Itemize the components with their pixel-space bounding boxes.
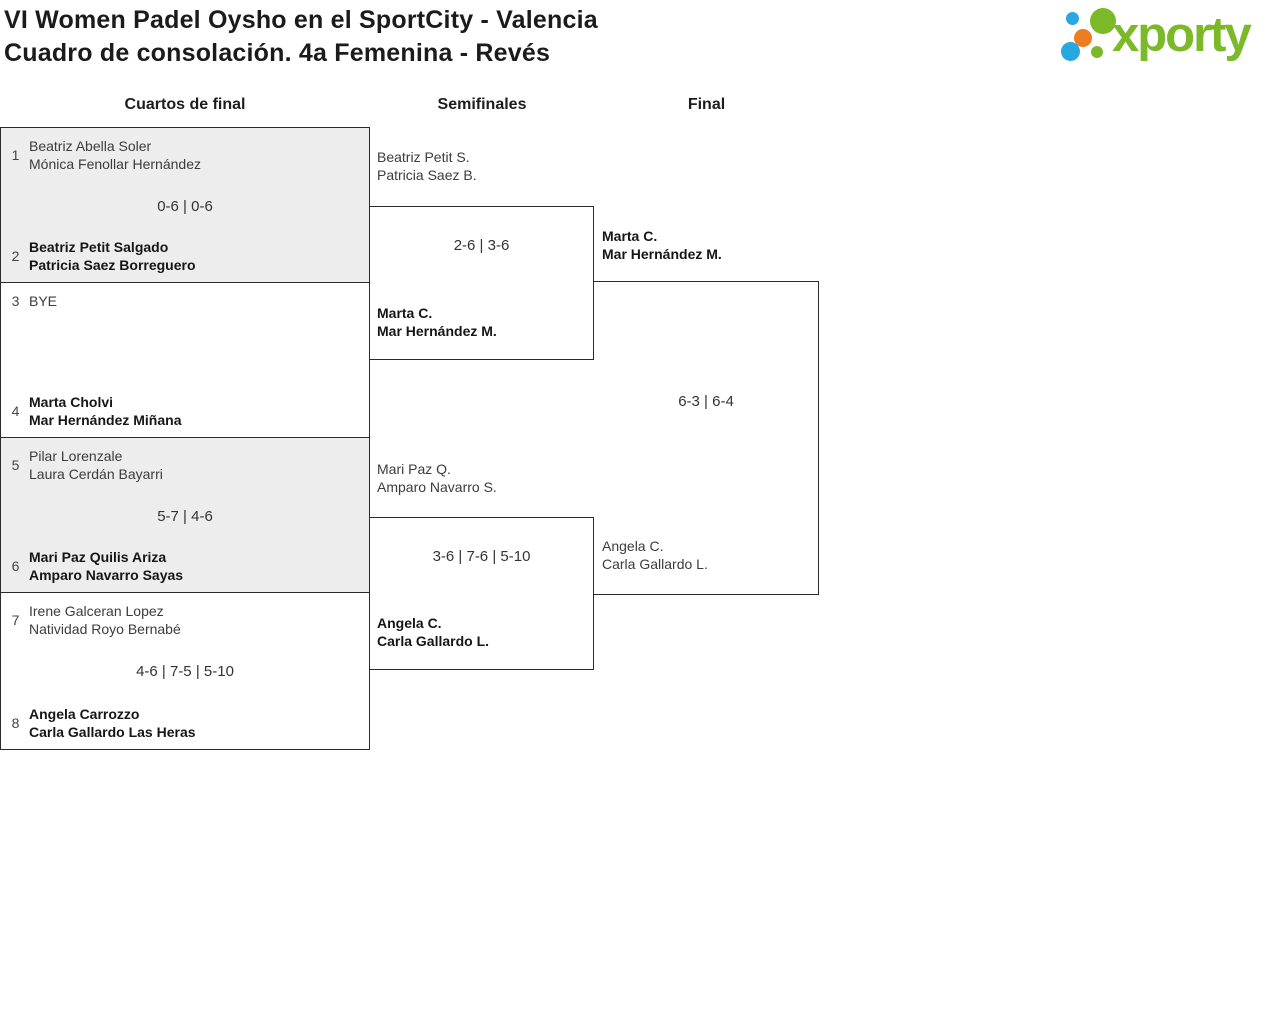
sf2-entrant-top: Mari Paz Q. Amparo Navarro S. — [377, 461, 497, 495]
round-header-quarterfinals: Cuartos de final — [124, 96, 246, 113]
team-names-winner: Mari Paz Quilis Ariza Amparo Navarro Sayas — [29, 549, 184, 583]
team-names: BYE — [29, 293, 58, 309]
final-match — [594, 281, 819, 595]
seed-number: 6 — [11, 558, 20, 574]
team-names: Irene Galceran Lopez Natividad Royo Bernabé — [29, 603, 181, 637]
match-score: 6-3 | 6-4 — [678, 393, 734, 410]
match-score: 3-6 | 7-6 | 5-10 — [432, 548, 531, 565]
qf-match-2 — [1, 283, 369, 438]
team-names: Pilar Lorenzale Laura Cerdán Bayarri — [29, 448, 163, 482]
sf1-entrant-top: Beatriz Petit S. Patricia Saez B. — [377, 149, 477, 183]
seed-number: 4 — [11, 403, 20, 419]
qf1-team-bottom — [7, 238, 196, 274]
qf4-team-bottom — [7, 705, 196, 741]
qf-match-4 — [1, 593, 369, 749]
logo-wordmark: xporty — [1112, 8, 1250, 62]
round-header-semifinals: Semifinales — [437, 96, 527, 113]
qf3-team-bottom — [7, 548, 183, 584]
logo-dot-green-small-icon — [1091, 46, 1103, 58]
logo-dot-blue-small-icon — [1066, 12, 1079, 25]
seed-number: 5 — [11, 457, 20, 473]
sf1-entrant-bottom: Marta C. Mar Hernández M. — [377, 305, 497, 339]
logo-dot-blue-large-icon — [1061, 42, 1080, 61]
qf3-team-top — [7, 447, 163, 483]
qf2-team-top — [7, 292, 57, 310]
seed-number: 2 — [11, 248, 20, 264]
seed-number: 1 — [11, 147, 20, 163]
match-score: 5-7 | 4-6 — [157, 508, 213, 525]
final-entrant-bottom: Angela C. Carla Gallardo L. — [602, 538, 708, 572]
qf1-team-top — [7, 137, 201, 173]
match-score: 2-6 | 3-6 — [453, 237, 510, 254]
final-entrant-top: Marta C. Mar Hernández M. — [602, 228, 722, 262]
page-title — [4, 4, 598, 70]
sf2-entrant-bottom: Angela C. Carla Gallardo L. — [377, 615, 490, 649]
round-header-final: Final — [687, 96, 726, 113]
team-names-winner: Angela Carrozzo Carla Gallardo Las Heras — [29, 706, 196, 740]
sf-match-2 — [370, 517, 594, 670]
team-names: Beatriz Abella Soler Mónica Fenollar Hernández — [29, 138, 201, 172]
qf2-team-bottom — [7, 393, 181, 429]
qf-match-1 — [1, 128, 369, 283]
match-score: 4-6 | 7-5 | 5-10 — [136, 663, 234, 680]
seed-number: 3 — [11, 293, 20, 309]
seed-number: 8 — [11, 715, 20, 731]
tournament-title: VI Women Padel Oysho en el SportCity - Valencia — [4, 6, 598, 34]
seed-number: 7 — [11, 612, 20, 628]
quarterfinals-column — [0, 127, 370, 750]
qf-match-3 — [1, 438, 369, 593]
team-names-winner: Beatriz Petit Salgado Patricia Saez Borreguero — [29, 239, 196, 273]
team-names-winner: Marta Cholvi Mar Hernández Miñana — [29, 394, 182, 428]
match-score: 0-6 | 0-6 — [157, 198, 213, 215]
sf-match-1 — [370, 206, 594, 360]
qf4-team-top — [7, 602, 181, 638]
draw-subtitle: Cuadro de consolación. 4a Femenina - Revés — [4, 39, 551, 67]
xporty-logo[interactable] — [1050, 0, 1276, 72]
